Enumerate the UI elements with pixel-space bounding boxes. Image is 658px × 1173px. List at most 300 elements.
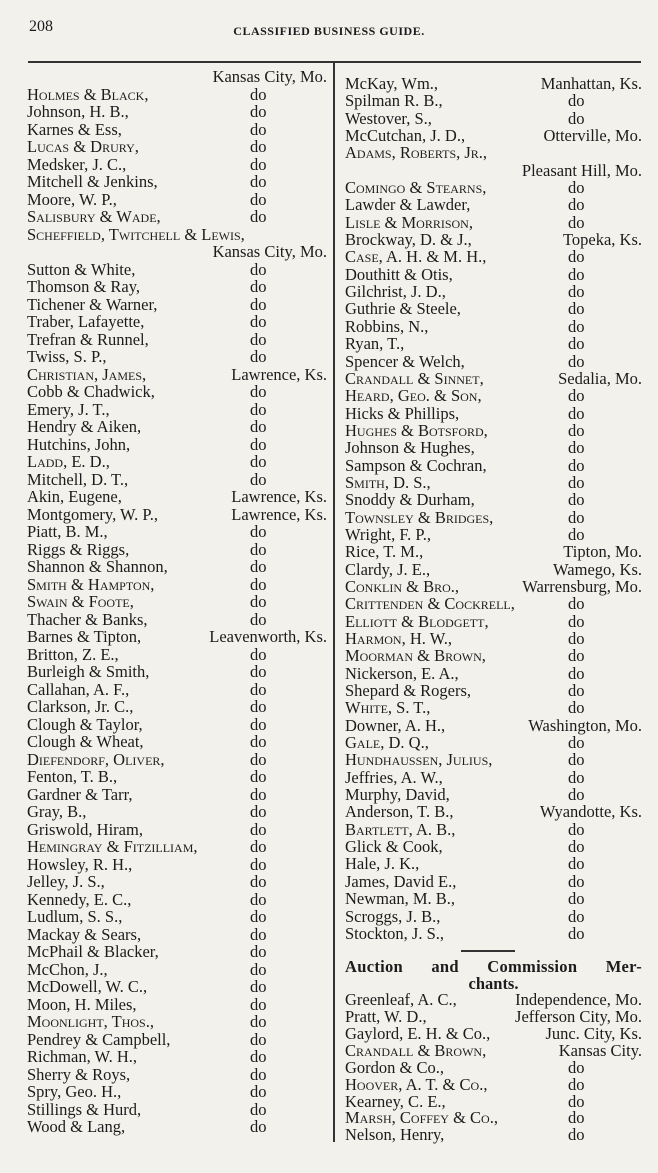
business-name: Nickerson, E. A., (345, 663, 459, 683)
listing-row (345, 890, 642, 907)
listing-row (345, 162, 642, 179)
business-name: Glick & Cook, (345, 837, 443, 857)
ditto-location: do (568, 871, 585, 891)
ditto-location: do (250, 347, 267, 366)
ditto-location: do (568, 195, 585, 215)
ditto-location: do (250, 714, 267, 734)
ditto-location: do (250, 784, 267, 804)
listing-row (27, 401, 327, 419)
business-name: Clarkson, Jr. C., (27, 697, 134, 716)
ditto-location: do (250, 172, 267, 191)
business-name: Lisle & Morrison, (345, 212, 473, 232)
listing-row (345, 248, 642, 265)
listing-row (345, 231, 642, 248)
business-name: Mackay & Sears, (27, 924, 142, 944)
business-name: Akin, Eugene, (27, 487, 122, 506)
business-name: Spry, Geo. H., (27, 1082, 122, 1101)
ditto-location: do (568, 386, 585, 406)
ditto-location: do (250, 662, 267, 681)
listing-row (345, 543, 642, 560)
ditto-location: do (568, 212, 585, 232)
listing-row (345, 75, 642, 92)
ditto-location: do (568, 750, 585, 770)
listing-row (27, 1031, 327, 1049)
business-name: James, David E., (345, 871, 457, 891)
column-divider (333, 62, 335, 1142)
ditto-location: do (250, 872, 267, 891)
ditto-location: do (250, 1012, 267, 1031)
section-rule (461, 950, 515, 952)
ditto-location: do (250, 154, 267, 174)
listing-row (27, 191, 327, 209)
listing-row (27, 786, 327, 804)
business-name: Crandall & Sinnet, (345, 368, 484, 388)
business-name: Rice, T. M., (345, 542, 424, 562)
ditto-location: do (250, 557, 267, 576)
listing-row (27, 226, 327, 244)
ditto-location: do (568, 1108, 585, 1128)
business-name: Ryan, T., (345, 334, 405, 354)
ditto-location: do (568, 264, 585, 284)
listing-row (345, 474, 642, 491)
business-name: Hundhaussen, Julius, (345, 750, 493, 770)
ditto-location: do (250, 889, 267, 909)
business-name: Robbins, N., (345, 316, 429, 336)
ditto-location: do (250, 802, 267, 821)
ditto-location: do (250, 382, 267, 401)
business-name: Nelson, Henry, (345, 1125, 445, 1145)
business-name: Stockton, J. S., (345, 923, 445, 943)
right-column (345, 75, 642, 1144)
ditto-location: do (568, 524, 585, 544)
location: Topeka, Ks. (562, 230, 642, 250)
listing-row (345, 318, 642, 335)
business-name: Westover, S., (345, 108, 432, 128)
ditto-location: do (568, 490, 585, 510)
business-name: Stillings & Hurd, (27, 1099, 142, 1119)
location: Kansas City, Mo. (212, 67, 327, 86)
business-name: Twiss, S. P., (27, 347, 107, 366)
ditto-location: do (250, 452, 267, 471)
business-name: Moore, W. P., (27, 189, 117, 209)
location: Wamego, Ks. (553, 559, 642, 579)
ditto-location: do (568, 733, 585, 753)
listing-row (27, 593, 327, 611)
right-column-listings (345, 75, 642, 942)
listing-row (345, 196, 642, 213)
ditto-location: do (250, 1029, 267, 1049)
listing-row (27, 698, 327, 716)
ditto-location: do (250, 119, 267, 139)
section-heading: Auction and Commission Mer- (345, 957, 642, 977)
listing-row (27, 331, 327, 349)
ditto-location: do (568, 681, 585, 701)
business-name: Spilman R. B., (345, 91, 443, 111)
listing-row (27, 261, 327, 279)
ditto-location: do (250, 854, 267, 874)
business-name: Case, A. H. & M. H., (345, 247, 487, 267)
business-name: Gray, B., (27, 802, 87, 821)
business-name: Riggs & Riggs, (27, 539, 130, 559)
listing-row (27, 1101, 327, 1119)
listing-row (27, 173, 327, 191)
ditto-location: do (568, 629, 585, 648)
listing-row (345, 335, 642, 352)
listing-row (345, 370, 642, 387)
business-name: McKay, Wm., (345, 74, 439, 93)
business-name: Clough & Wheat, (27, 732, 144, 751)
business-name: Diefendorf, Oliver, (27, 749, 165, 769)
business-name: Wood & Lang, (27, 1117, 126, 1136)
ditto-location: do (568, 438, 585, 458)
business-name: Moonlight, Thos., (27, 1012, 154, 1031)
business-name: Johnson, H. B., (27, 102, 129, 121)
listing-row (345, 1127, 642, 1144)
business-name: Tichener & Warner, (27, 294, 158, 314)
location: Lawrence, Ks. (231, 487, 327, 506)
listing-row (27, 471, 327, 489)
business-name: Downer, A. H., (345, 715, 446, 735)
listing-row (27, 961, 327, 979)
listing-row (345, 925, 642, 942)
business-name: Pratt, W. D., (345, 1007, 427, 1027)
business-name: Trefran & Runnel, (27, 329, 149, 349)
business-name: Townsley & Bridges, (345, 507, 494, 527)
ditto-location: do (568, 178, 585, 198)
business-name: Harmon, H. W., (345, 629, 453, 648)
listing-row (345, 786, 642, 803)
listing-row (27, 891, 327, 909)
ditto-location: do (568, 403, 585, 423)
business-name: Snoddy & Durham, (345, 490, 475, 510)
business-name: Hutchins, John, (27, 434, 131, 454)
ditto-location: do (250, 1082, 267, 1101)
listing-row (345, 647, 642, 664)
business-name: Jeffries, A. W., (345, 767, 443, 787)
ditto-location: do (250, 749, 267, 769)
business-name: Crittenden & Cockrell, (345, 594, 515, 614)
listing-row (345, 214, 642, 231)
listing-row (27, 733, 327, 751)
location: Independence, Mo. (515, 990, 642, 1010)
auction-listings (345, 992, 642, 1144)
listing-row (345, 509, 642, 526)
business-name: Conklin & Bro., (345, 576, 460, 596)
business-name: Clough & Taylor, (27, 714, 143, 734)
business-name: Heard, Geo. & Son, (345, 386, 482, 406)
business-name: Douthitt & Otis, (345, 264, 453, 284)
business-name: Salisbury & Wade, (27, 207, 161, 226)
ditto-location: do (568, 785, 585, 805)
ditto-location: do (250, 994, 267, 1014)
ditto-location: do (568, 472, 585, 492)
listing-row (345, 751, 642, 768)
ditto-location: do (250, 819, 267, 839)
business-name: Marsh, Coffey & Co., (345, 1108, 498, 1128)
listing-row (27, 838, 327, 856)
business-name: Shepard & Rogers, (345, 681, 472, 701)
location: Jefferson City, Mo. (515, 1007, 642, 1027)
ditto-location: do (250, 189, 267, 209)
business-name: Scheffield, Twitchell & Lewis, (27, 224, 245, 244)
location: Washington, Mo. (528, 715, 642, 735)
listing-row (345, 838, 642, 855)
ditto-location: do (568, 334, 585, 354)
listing-row (27, 156, 327, 174)
ditto-location: do (250, 207, 267, 226)
listing-row (27, 103, 327, 121)
listing-row (345, 179, 642, 196)
ditto-location: do (250, 592, 267, 611)
ditto-location: do (568, 455, 585, 475)
business-name: Clardy, J. E., (345, 559, 431, 579)
ditto-location: do (250, 469, 267, 489)
listing-row (27, 856, 327, 874)
listing-row (27, 313, 327, 331)
listing-row (27, 943, 327, 961)
business-name: Greenleaf, A. C., (345, 990, 457, 1010)
business-name: Gaylord, E. H. & Co., (345, 1023, 491, 1043)
ditto-location: do (250, 277, 267, 296)
listing-row (27, 681, 327, 699)
business-name: Hoover, A. T. & Co., (345, 1074, 488, 1094)
location: Tipton, Mo. (563, 542, 642, 562)
business-name: Moorman & Brown, (345, 646, 486, 666)
listing-row (345, 630, 642, 647)
listing-row (345, 908, 642, 925)
listing-row (345, 92, 642, 109)
section-heading-continued: chants. (468, 974, 519, 994)
business-name: Hicks & Phillips, (345, 403, 460, 423)
ditto-location: do (250, 837, 267, 856)
ditto-location: do (250, 977, 267, 996)
business-name: Smith & Hampton, (27, 574, 155, 594)
ditto-location: do (568, 507, 585, 527)
listing-row (345, 127, 642, 144)
listing-row (27, 926, 327, 944)
business-name: Thomson & Ray, (27, 277, 141, 296)
location: Junc. City, Ks. (545, 1023, 642, 1043)
page-number: 208 (29, 18, 53, 35)
business-name: Emery, J. T., (27, 399, 110, 419)
ditto-location: do (568, 247, 585, 267)
listing-row (27, 908, 327, 926)
location: Wyandotte, Ks. (539, 802, 642, 822)
business-name: Burleigh & Smith, (27, 662, 150, 681)
listing-row (345, 699, 642, 716)
listing-row (27, 138, 327, 156)
listing-row (27, 1118, 327, 1136)
ditto-location: do (568, 646, 585, 666)
business-name: Swain & Foote, (27, 592, 134, 611)
business-name: Gardner & Tarr, (27, 784, 133, 804)
listing-row (345, 769, 642, 786)
listing-row (27, 506, 327, 524)
ditto-location: do (568, 854, 585, 874)
ditto-location: do (250, 259, 267, 279)
business-name: Christian, James, (27, 364, 147, 384)
ditto-location: do (568, 906, 585, 926)
business-name: McDowell, W. C., (27, 977, 148, 996)
listing-row (27, 86, 327, 104)
business-name: Thacher & Banks, (27, 609, 148, 629)
location: Kansas City. (558, 1040, 642, 1060)
business-name: Barnes & Tipton, (27, 627, 142, 646)
listing-row (27, 996, 327, 1014)
listing-row (27, 768, 327, 786)
ditto-location: do (568, 91, 585, 111)
listing-row (345, 803, 642, 820)
ditto-location: do (568, 611, 585, 631)
business-name: Newman, M. B., (345, 889, 455, 909)
ditto-location: do (250, 102, 267, 121)
business-name: Howsley, R. H., (27, 854, 133, 874)
ditto-location: do (250, 1064, 267, 1084)
ditto-location: do (568, 420, 585, 440)
business-name: Sherry & Roys, (27, 1064, 131, 1084)
listing-row (27, 348, 327, 366)
business-name: Adams, Roberts, Jr., (345, 143, 488, 163)
listing-row (27, 1013, 327, 1031)
ditto-location: do (250, 294, 267, 314)
business-name: Gilchrist, J. D., (345, 282, 446, 302)
ditto-location: do (568, 889, 585, 909)
listing-row (27, 208, 327, 226)
business-name: Britton, Z. E., (27, 644, 119, 664)
business-name: Spencer & Welch, (345, 351, 465, 371)
listing-row (345, 613, 642, 630)
business-name: Brockway, D. & J., (345, 230, 472, 250)
business-name: Callahan, A. F., (27, 679, 130, 699)
ditto-location: do (250, 434, 267, 454)
listing-row (27, 978, 327, 996)
business-name: Pendrey & Campbell, (27, 1029, 171, 1049)
listing-row (345, 300, 642, 317)
business-name: Elliott & Blodgett, (345, 611, 489, 631)
business-name: Guthrie & Steele, (345, 299, 461, 319)
listing-row (345, 665, 642, 682)
listing-row (27, 558, 327, 576)
ditto-location: do (250, 609, 267, 629)
listing-row (345, 405, 642, 422)
listing-row (345, 144, 642, 161)
ditto-location: do (568, 1074, 585, 1094)
ditto-location: do (568, 316, 585, 336)
listing-row (27, 576, 327, 594)
ditto-location: do (250, 924, 267, 944)
listing-row (345, 110, 642, 127)
location: Kansas City, Mo. (212, 242, 327, 261)
listing-row (27, 646, 327, 664)
business-name: Griswold, Hiram, (27, 819, 143, 839)
listing-row (27, 278, 327, 296)
listing-row (27, 873, 327, 891)
listing-row (345, 266, 642, 283)
business-name: Scroggs, J. B., (345, 906, 441, 926)
business-name: Kennedy, E. C., (27, 889, 132, 909)
location: Sedalia, Mo. (558, 368, 642, 388)
listing-row (345, 283, 642, 300)
business-name: Anderson, T. B., (345, 802, 454, 822)
listing-row (345, 578, 642, 595)
business-name: Ludlum, S. S., (27, 907, 123, 926)
business-name: McChon, J., (27, 959, 108, 979)
ditto-location: do (250, 574, 267, 594)
ditto-location: do (250, 84, 267, 104)
business-name: Holmes & Black, (27, 84, 149, 104)
listing-row (27, 488, 327, 506)
location: Lawrence, Ks. (231, 504, 327, 524)
ditto-location: do (250, 697, 267, 716)
ditto-location: do (250, 522, 267, 541)
business-name: Richman, W. H., (27, 1047, 137, 1066)
listing-row (345, 439, 642, 456)
ditto-location: do (250, 1047, 267, 1066)
listing-row (27, 1066, 327, 1084)
business-name: Sampson & Cochran, (345, 455, 487, 475)
ditto-location: do (250, 644, 267, 664)
business-name: Karnes & Ess, (27, 119, 122, 139)
business-name: Fenton, T. B., (27, 767, 118, 786)
business-name: Medsker, J. C., (27, 154, 127, 174)
ditto-location: do (250, 539, 267, 559)
location: Manhattan, Ks. (540, 74, 642, 93)
listing-row (345, 387, 642, 404)
listing-row (27, 418, 327, 436)
location: Otterville, Mo. (543, 126, 642, 146)
ditto-location: do (250, 679, 267, 699)
business-name: Gordon & Co., (345, 1057, 444, 1077)
business-name: Smith, D. S., (345, 472, 431, 492)
business-name: McCutchan, J. D., (345, 126, 466, 146)
business-name: Murphy, David, (345, 785, 450, 805)
listing-row (27, 611, 327, 629)
listing-row (27, 1083, 327, 1101)
business-name: Mitchell & Jenkins, (27, 172, 158, 191)
ditto-location: do (568, 282, 585, 302)
ditto-location: do (250, 329, 267, 349)
running-title: CLASSIFIED BUSINESS GUIDE. (233, 24, 425, 38)
listing-row (27, 523, 327, 541)
listing-row (345, 873, 642, 890)
location: Pleasant Hill, Mo. (521, 160, 642, 180)
listing-row (345, 422, 642, 439)
business-name: Bartlett, A. B., (345, 819, 456, 839)
ditto-location: do (250, 1099, 267, 1119)
listing-row (27, 751, 327, 769)
business-name: Hughes & Botsford, (345, 420, 488, 440)
business-name: Kearney, C. E., (345, 1091, 446, 1111)
listing-row (345, 457, 642, 474)
business-name: Montgomery, W. P., (27, 504, 158, 524)
ditto-location: do (250, 732, 267, 751)
listing-row (27, 1048, 327, 1066)
listing-row (345, 821, 642, 838)
listing-row (27, 716, 327, 734)
ditto-location: do (250, 137, 267, 156)
business-name: Lawder & Lawder, (345, 195, 471, 215)
ditto-location: do (250, 417, 267, 436)
ditto-location: do (568, 923, 585, 943)
listing-row (27, 453, 327, 471)
ditto-location: do (250, 907, 267, 926)
business-name: Moon, H. Miles, (27, 994, 137, 1014)
listing-row (345, 734, 642, 751)
business-name: McPhail & Blacker, (27, 942, 159, 961)
business-name: Lucas & Drury, (27, 137, 139, 156)
business-name: Mitchell, D. T., (27, 469, 129, 489)
listing-row (27, 541, 327, 559)
